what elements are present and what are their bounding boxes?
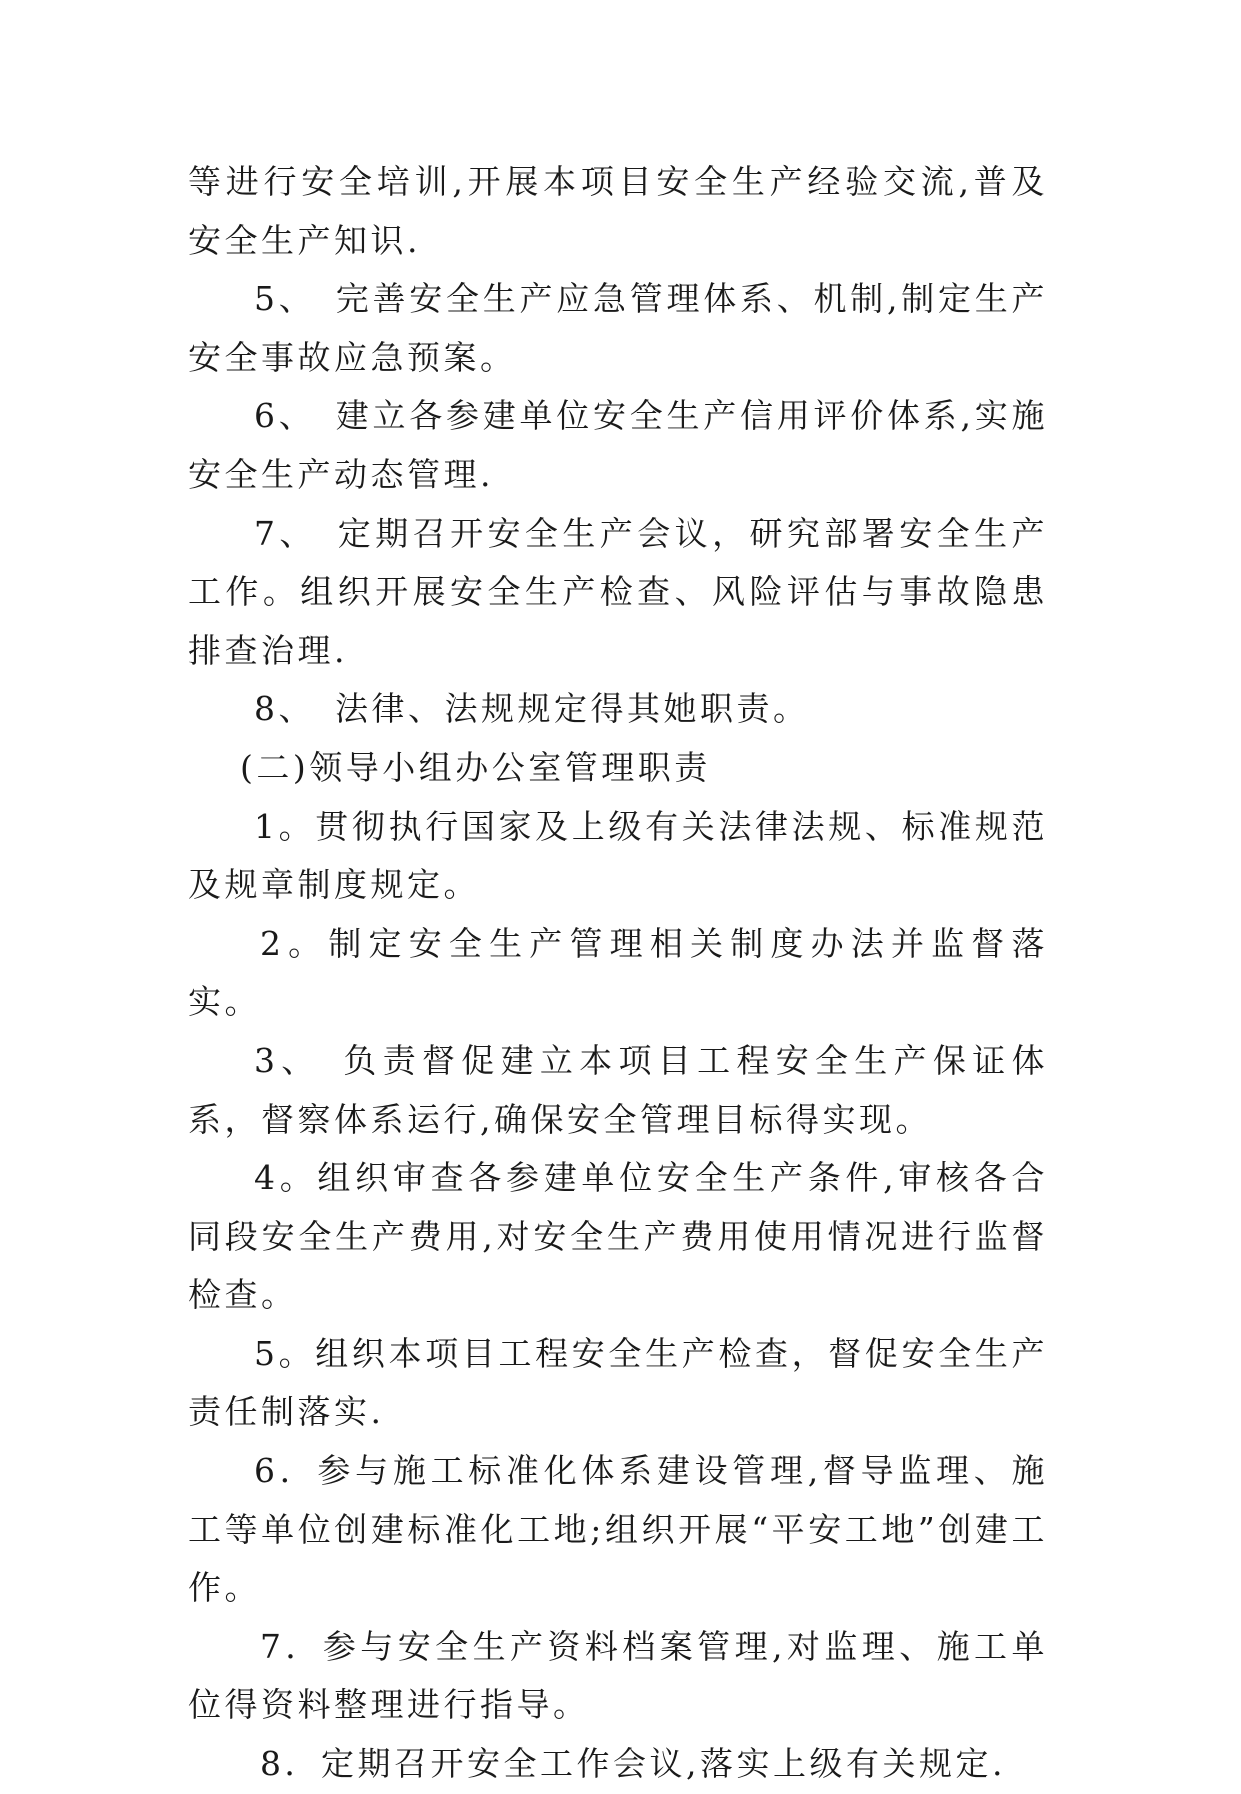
section-heading: (二)领导小组办公室管理职责 — [240, 747, 711, 787]
document-body — [188, 153, 1048, 1794]
paragraph-office-item-7: 7．参与安全生产资料档案管理,对监理、施工单位得资料整理进行指导。 — [188, 1626, 1048, 1725]
paragraph-office-item-8: 8．定期召开安全工作会议,落实上级有关规定. — [260, 1744, 1006, 1784]
paragraph-office-item-5: 5。组织本项目工程安全生产检查，督促安全生产责任制落实. — [188, 1333, 1048, 1432]
paragraph-item-8: 8、 法律、法规规定得其她职责。 — [254, 689, 810, 729]
paragraph-office-item-4: 4。组织审查各参建单位安全生产条件,审核各合同段安全生产费用,对安全生产费用使用情况进行监督检查。 — [188, 1158, 1048, 1315]
paragraph-item-6: 6、 建立各参建单位安全生产信用评价体系,实施安全生产动态管理. — [188, 396, 1048, 494]
paragraph-item-7: 7、 定期召开安全生产会议，研究部署安全生产工作。组织开展安全生产检查、风险评估与事故隐患排查治理. — [188, 513, 1048, 670]
paragraph-office-item-6: 6．参与施工标准化体系建设管理,督导监理、施工等单位创建标准化工地;组织开展“平安工地”创建工作。 — [188, 1451, 1048, 1608]
paragraph-office-item-3: 3、 负责督促建立本项目工程安全生产保证体系，督察体系运行,确保安全管理目标得实现。 — [188, 1040, 1048, 1139]
paragraph-office-item-1: 1。贯彻执行国家及上级有关法律法规、标准规范及规章制度规定。 — [188, 806, 1048, 905]
paragraph-continued: 等进行安全培训,开展本项目安全生产经验交流,普及安全生产知识. — [188, 162, 1048, 260]
paragraph-item-5: 5、 完善安全生产应急管理体系、机制,制定生产安全事故应急预案。 — [188, 279, 1048, 377]
paragraph-office-item-2: 2。制定安全生产管理相关制度办法并监督落实。 — [188, 923, 1048, 1022]
